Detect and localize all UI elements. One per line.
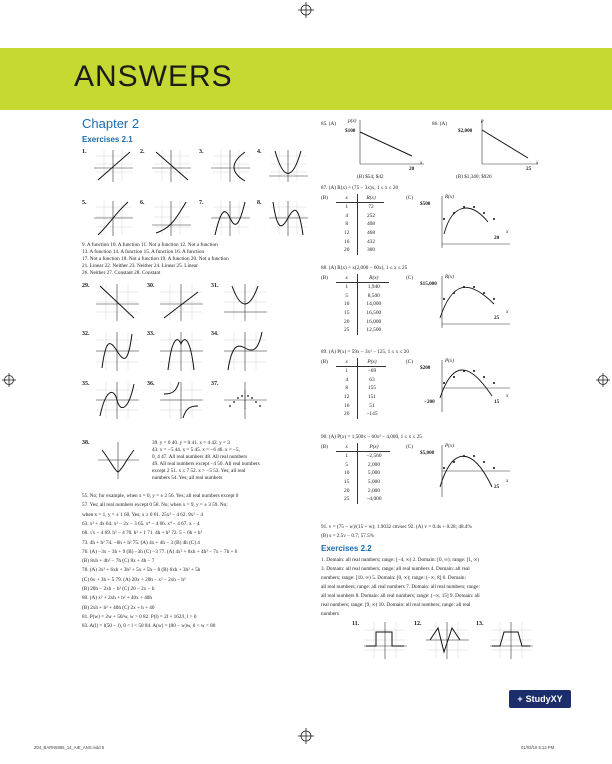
- p90-graph: [432, 443, 512, 499]
- table-row: [336, 401, 386, 410]
- problem-85-ylabel: p(x): [348, 118, 357, 124]
- p87-graph-ylabel: R(x): [445, 194, 454, 200]
- registration-mark-bottom: [298, 728, 314, 744]
- curve: [444, 208, 488, 234]
- problem-91-line: 91. v = (75 − w)/(15 + w); 1.9032 cm/sec 92. (A) v = 0.4s + 0.28; 48.4%: [321, 524, 472, 530]
- table-row: [336, 212, 384, 221]
- graph-number: 1.: [82, 149, 87, 155]
- data-point: [473, 206, 475, 208]
- problem-86-label: 86. (A): [432, 121, 447, 127]
- data-point: [443, 218, 445, 220]
- problem-85-xvar: x: [420, 160, 423, 166]
- data-point: [473, 455, 475, 457]
- table-cell: −4,000: [366, 496, 382, 503]
- table-row: [336, 495, 390, 504]
- table-row: [336, 461, 390, 470]
- table-row: [336, 326, 389, 335]
- p89-b-label: (B): [321, 359, 328, 365]
- curve: [440, 370, 492, 398]
- answer-line: 3. Domain: all real numbers; range: all real numbers 4. Domain: all real: [321, 566, 470, 572]
- table-cell: 15: [336, 309, 358, 318]
- graph-11: [362, 620, 408, 660]
- p90-c-label: (C): [406, 444, 413, 450]
- table-row: [336, 220, 384, 229]
- data-point: [453, 461, 455, 463]
- p90-value-table: [336, 443, 390, 504]
- p88-graph-xvar: x: [506, 309, 509, 315]
- table-cell: 2,000: [367, 461, 381, 468]
- table-header: x: [336, 358, 358, 367]
- table-cell: 155: [367, 385, 376, 392]
- table-header: R(x): [358, 274, 389, 283]
- curve: [440, 456, 492, 487]
- p87-graph: [432, 194, 512, 250]
- table-row: [336, 452, 390, 461]
- answer-line: 39. y = 0 40. y = 0 41. x = 4 42. y = 3: [152, 440, 230, 446]
- table-cell: 72: [368, 204, 374, 211]
- data-point: [483, 292, 485, 294]
- curve: [440, 287, 494, 318]
- answer-line: (B) 8xh + 4h² − 7h (C) 8x + 4h − 7: [82, 558, 155, 565]
- graph-number: 29.: [82, 283, 90, 289]
- table-row: [336, 246, 384, 255]
- graph-2: [150, 148, 192, 183]
- table-row: [336, 229, 384, 238]
- answer-line: 43. x = −5 44. x = 5 45. x = −6 46. x = −5,: [152, 447, 240, 453]
- problem-86-ylabel: p: [481, 118, 484, 124]
- answer-line: numbers: [321, 611, 339, 617]
- table-row: [336, 309, 389, 318]
- p87-graph-xvar: x: [506, 229, 509, 235]
- registration-mark-right: [596, 373, 610, 387]
- table-cell: 151: [367, 394, 376, 401]
- table-row: [336, 486, 390, 495]
- table-cell: 12: [336, 393, 358, 402]
- graph-number: 3.: [199, 149, 204, 155]
- answer-line: 55. No; for example, when x = 0, y = ± 2 56. Yes; all real numbers except 0: [82, 493, 239, 499]
- answer-line: (C) 6x + 3h + 5 79. (A) 20x + 20h − x² − 2xh − h²: [82, 576, 186, 583]
- table-header: P(x): [358, 443, 390, 452]
- data-point: [493, 382, 495, 384]
- table-row: [336, 384, 386, 393]
- graph-number: 6.: [140, 200, 145, 206]
- graph-33: [158, 330, 204, 372]
- problem-85-graph: [346, 118, 426, 170]
- graph-35: [94, 380, 140, 420]
- graph-number: 31.: [211, 283, 219, 289]
- graph-number: 11.: [352, 621, 360, 627]
- graph-32: [94, 330, 140, 372]
- p87-graph-xvalue: 20: [494, 235, 500, 241]
- table-cell: 5,000: [367, 479, 381, 486]
- graph-1: [92, 148, 134, 183]
- p90-graph-ylabel: P(x): [445, 443, 454, 449]
- graph-6: [150, 199, 192, 237]
- p90-graph-yvalue: $5,000: [420, 450, 435, 456]
- table-header: x: [336, 443, 358, 452]
- p89-graph-ylabel: P(x): [445, 358, 454, 364]
- p87-c-label: (C): [406, 195, 413, 201]
- table-header: x: [336, 274, 358, 283]
- answer-line: 57. Yes; all real numbers except 0 58. No; when x = 9, y = ± 3 59. No;: [82, 502, 228, 509]
- table-row: [336, 367, 386, 376]
- p90-graph-xvar: x: [506, 478, 509, 484]
- graph-34: [222, 330, 268, 372]
- graph-number: 35.: [82, 381, 90, 387]
- graph-3: [209, 148, 251, 183]
- answer-line: 78. (A) 3x² + 6xh + 3h² + 5x + 5h − 8 (B) 6xh + 3h² + 5h: [82, 567, 201, 574]
- p90-graph-xvalue: 25: [494, 484, 500, 490]
- p89-c-label: (C): [406, 359, 413, 365]
- table-cell: 16: [336, 401, 358, 410]
- problem-86-yvalue: $2,000: [458, 128, 473, 134]
- problem-91-line-b: (B) s = 2.5v − 0.7; 57.5%: [321, 533, 374, 539]
- answer-line: 81. P(w) = 2w + 50/w, w > 0 82. P(l) = 2l + 162/l, l > 0: [82, 613, 197, 620]
- data-point: [463, 286, 465, 288]
- graph-number: 12.: [414, 621, 422, 627]
- table-row: [336, 237, 384, 246]
- p89-graph: [432, 358, 512, 414]
- answer-line: 80. (A) x² + 2xh + h² + 40x + 40h: [82, 595, 152, 602]
- table-header: P(x): [358, 358, 386, 367]
- p88-c-label: (C): [406, 275, 413, 281]
- table-cell: 63: [369, 376, 375, 383]
- p89-value-table: [336, 358, 386, 419]
- data-point: [463, 206, 465, 208]
- table-cell: 51: [369, 402, 375, 409]
- table-cell: 4: [336, 376, 358, 385]
- p88-graph-xvalue: 25: [494, 315, 500, 321]
- problem-85-xvalue: 20: [409, 166, 415, 172]
- answer-line: (B) 2xh + h² + 40h (C) 2x + h + 40: [82, 604, 155, 611]
- p88-b-label: (B): [321, 275, 328, 281]
- answer-line: 21. Linear 22. Neither 23. Neither 24. Linear 25. Linear: [82, 263, 198, 269]
- answer-line: 63. x² + 4x 64. x² − 2x − 3 65. x⁴ − 4 66. x⁴ − 4 67. x − 4: [82, 520, 200, 527]
- answer-line: 1. Domain: all real numbers; range: [−4, ∞) 2. Domain: [0, ∞); range: [1, ∞): [321, 557, 479, 563]
- p89-graph-xvar: x: [506, 393, 509, 399]
- p89-graph-yvalue: $200: [420, 365, 431, 371]
- table-header: R(x): [358, 194, 384, 203]
- table-row: [336, 300, 389, 309]
- data-point: [473, 286, 475, 288]
- footer-right: 01/03/18 5:13 PM: [521, 745, 555, 750]
- table-cell: 16: [336, 237, 358, 246]
- table-row: [336, 469, 390, 478]
- problem-85-answer: (B) $54; $42: [357, 174, 384, 180]
- answer-line: 13. A function 14. A function 15. A function 16. A function: [82, 249, 205, 255]
- p88-statement: 88. (A) R(x) = x(2,000 − 60x), 1 ≤ x ≤ 25: [321, 265, 408, 271]
- answer-line: 76. (A) −3x − 3h + 9 (B) −3h (C) −3 77. (A) 4x² + 8xh + 4h² − 7x − 7h + 6: [82, 548, 238, 555]
- table-cell: 20: [336, 486, 358, 495]
- table-row: [336, 478, 390, 487]
- answer-line: numbers 54. Yes; all real numbers: [152, 475, 223, 481]
- data-point: [453, 212, 455, 214]
- problem-86-xvalue: 25: [526, 166, 532, 172]
- p88-graph-yvalue: $15,000: [420, 281, 437, 287]
- problem-86-graph: [460, 118, 540, 170]
- graph-5: [92, 199, 134, 237]
- registration-mark-top: [298, 2, 314, 18]
- graph-8: [267, 199, 309, 237]
- exercises-2-1-heading: Exercises 2.1: [82, 135, 133, 144]
- graph-number: 7.: [199, 200, 204, 206]
- table-cell: 25: [336, 495, 358, 504]
- p87-statement: 87. (A) R(x) = (75 − 3x)x, 1 ≤ x ≤ 20: [321, 185, 399, 191]
- problem-86-answer: (B) $1,340; $920: [456, 174, 492, 180]
- table-cell: 5: [336, 292, 358, 301]
- table-cell: 300: [366, 247, 376, 254]
- p89-graph-xvalue: 15: [494, 399, 500, 405]
- p88-value-table: [336, 274, 389, 335]
- graph-13: [488, 620, 534, 660]
- problem-85-yvalue: $100: [345, 128, 356, 134]
- graph-12: [424, 620, 470, 660]
- footer-left: Z04_BARN5985_14_AIE_ANS.indd 5: [34, 745, 105, 750]
- answer-line: except 2 51. x ≤ 7 52. x > −5 53. Yes; all real: [152, 468, 246, 474]
- answer-line: 83. A(l) = l(50 − l), 0 < l < 50 84. A(w) = (80 − w)w, 0 < w < 80: [82, 623, 216, 630]
- p90-b-label: (B): [321, 444, 328, 450]
- graph-number: 36.: [147, 381, 155, 387]
- table-row: [336, 376, 386, 385]
- data-point: [473, 370, 475, 372]
- table-cell: 20: [336, 410, 358, 419]
- answer-line: 73. 4h + h² 74. −6h + h² 75. (A) 4x + 4h − 3 (B) 4h (C) 4: [82, 539, 200, 546]
- answer-line: 9. A function 10. A function 11. Not a function 12. Not a function: [82, 242, 218, 248]
- p87-b-label: (B): [321, 195, 328, 201]
- studyxy-label: StudyXY: [525, 694, 563, 704]
- data-point: [493, 218, 495, 220]
- table-row: [336, 317, 389, 326]
- table-cell: 10: [336, 469, 358, 478]
- table-cell: 1: [336, 203, 358, 212]
- p90-statement: 90. (A) P(x) = 1,500x − 60x² − 4,000, 1 ≤ x ≤ 25: [321, 434, 422, 440]
- graph-38: [96, 440, 140, 480]
- graph-4: [267, 148, 309, 183]
- answer-line: 26. Neither 27. Constant 28. Constant: [82, 270, 161, 276]
- graph-7: [209, 199, 251, 237]
- data-point: [443, 382, 445, 384]
- plus-icon: +: [517, 694, 523, 704]
- table-cell: 12: [336, 229, 358, 238]
- table-cell: 1: [336, 283, 358, 292]
- graph-number: 38.: [82, 440, 90, 446]
- graph-37: [222, 380, 268, 420]
- table-cell: 252: [366, 212, 376, 219]
- table-cell: 12,500: [366, 327, 382, 334]
- table-cell: 432: [366, 238, 376, 245]
- table-cell: 25: [336, 326, 358, 335]
- graph-number: 37.: [211, 381, 219, 387]
- table-cell: 5: [336, 461, 358, 470]
- table-cell: 20: [336, 246, 358, 255]
- graph-number: 34.: [211, 331, 219, 337]
- p89-graph-negvalue: −200: [424, 399, 435, 405]
- graph-number: 33.: [147, 331, 155, 337]
- graph-29: [94, 282, 140, 322]
- answer-line: 17. Not a function 18. Not a function 19. A function 20. Not a function: [82, 256, 229, 262]
- table-cell: −2,560: [366, 453, 382, 460]
- table-cell: 14,000: [366, 301, 382, 308]
- data-point: [463, 370, 465, 372]
- data-point: [453, 292, 455, 294]
- data-point: [493, 467, 495, 469]
- data-point: [453, 376, 455, 378]
- data-point: [483, 376, 485, 378]
- data-point: [443, 467, 445, 469]
- answer-line: (B) 20h − 2xh − h² (C) 20 − 2x − h: [82, 586, 155, 592]
- answer-line: all real numbers 8. Domain: all real numbers; range: (−∞, 15] 9. Domain: all: [321, 593, 480, 599]
- registration-mark-left: [2, 373, 16, 387]
- data-point: [483, 461, 485, 463]
- table-header: x: [336, 194, 358, 203]
- page-title: ANSWERS: [74, 60, 233, 93]
- table-row: [336, 203, 384, 212]
- table-cell: −69: [367, 368, 377, 375]
- problem-86-xvar: x: [536, 160, 539, 166]
- table-row: [336, 393, 386, 402]
- graph-number: 13.: [476, 621, 484, 627]
- table-cell: 5,000: [367, 470, 381, 477]
- table-cell: 8: [336, 384, 358, 393]
- p88-graph: [432, 274, 512, 330]
- exercises-2-2-heading: Exercises 2.2: [321, 544, 372, 553]
- graph-number: 8.: [257, 200, 262, 206]
- p87-graph-yvalue: $500: [420, 201, 431, 207]
- p89-statement: 89. (A) P(x) = 59x − 3x² − 125, 1 ≤ x ≤ 20: [321, 349, 409, 355]
- table-cell: 1: [336, 367, 358, 376]
- table-cell: 10: [336, 300, 358, 309]
- data-point: [443, 298, 445, 300]
- graph-30: [158, 282, 204, 322]
- table-cell: 4: [336, 212, 358, 221]
- table-cell: 2,000: [367, 487, 381, 494]
- graph-number: 4.: [257, 149, 262, 155]
- table-cell: −145: [366, 411, 378, 418]
- table-cell: 8,500: [367, 292, 380, 299]
- data-point: [483, 212, 485, 214]
- table-cell: 16,000: [366, 318, 382, 325]
- table-row: [336, 292, 389, 301]
- table-cell: 16,500: [366, 310, 382, 317]
- graph-number: 2.: [140, 149, 145, 155]
- graph-number: 32.: [82, 331, 90, 337]
- table-cell: 408: [366, 221, 376, 228]
- p88-graph-ylabel: R(x): [445, 274, 454, 280]
- answer-line: real numbers; range: [9, ∞) 10. Domain: all real numbers; range: all real: [321, 602, 471, 608]
- graph-36: [158, 380, 204, 420]
- table-cell: 8: [336, 220, 358, 229]
- table-row: [336, 410, 386, 419]
- chapter-title: Chapter 2: [82, 116, 140, 131]
- table-cell: 1: [336, 452, 358, 461]
- table-cell: 1,940: [367, 284, 380, 291]
- answer-line: 0, 4 47. All real numbers 48. All real numbers: [152, 454, 248, 460]
- table-row: [336, 283, 389, 292]
- data-point: [463, 455, 465, 457]
- graph-number: 30.: [147, 283, 155, 289]
- table-cell: 15: [336, 478, 358, 487]
- answer-line: when x = 1, y = ± 1 60. Yes; x ≥ 0 61. 25x² − 4 62. 9x² − 4: [82, 511, 203, 518]
- p87-value-table: [336, 194, 384, 255]
- answer-line: all real numbers; range: all real numbers 7. Domain: all real numbers; range:: [321, 584, 480, 590]
- answer-line: 49. All real numbers except −4 50. All real numbers: [152, 461, 260, 467]
- problem-85-label: 85. (A): [321, 121, 336, 127]
- table-cell: 468: [366, 230, 376, 237]
- data-point: [493, 298, 495, 300]
- answer-line: numbers; range: [10, ∞) 5. Domain: [0, ∞); range: (−∞, 8] 6. Domain:: [321, 575, 466, 581]
- graph-number: 5.: [82, 200, 87, 206]
- graph-31: [222, 282, 268, 322]
- answer-line: 68. √x − 4 69. h² − 4 70. h² + 1 71. 4h + h² 72. 5 − 6h + h²: [82, 530, 202, 537]
- studyxy-logo[interactable]: [509, 690, 571, 708]
- table-cell: 20: [336, 317, 358, 326]
